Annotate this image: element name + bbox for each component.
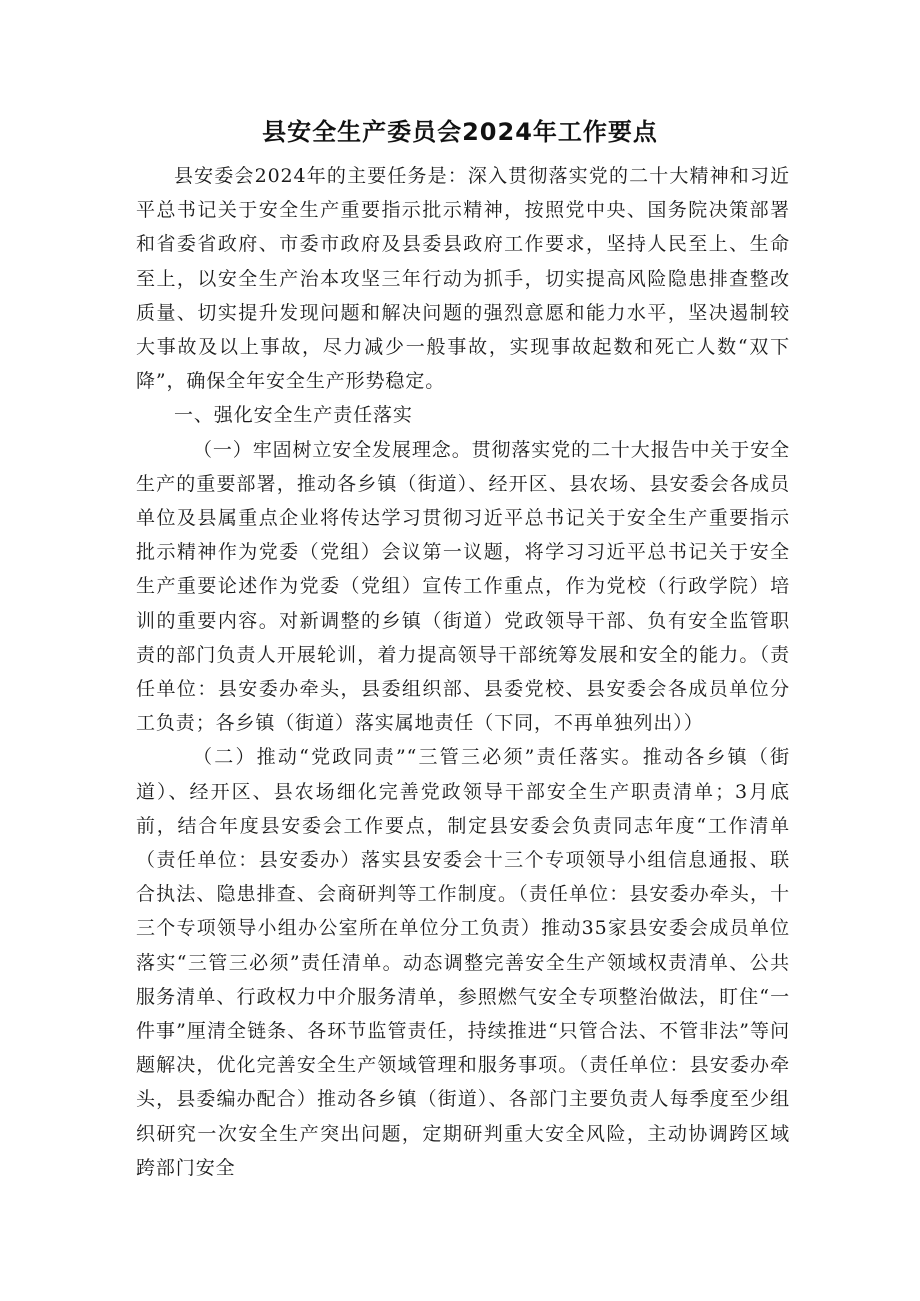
intro-paragraph: 县安委会2024年的主要任务是：深入贯彻落实党的二十大精神和习近平总书记关于安全生产重要指示批示精神，按照党中央、国务院决策部署和省委省政府、市委市政府及县委县政府工作要求，坚持人民至上、生命至上，以安全生产治本攻坚三年行动为抓手，切实提高风险隐患排查整改质量、切实提升发现问题和解决问题的强烈意愿和能力水平，坚决遏制较大事故及以上事故，尽力减少一般事故，实现事故起数和死亡人数“双下降”，确保全年安全生产形势稳定。 xyxy=(136,165,790,393)
document-title: 县安全生产委员会2024年工作要点 xyxy=(262,118,658,146)
document-body xyxy=(136,159,790,1185)
subsection-2-paragraph: （二）推动“党政同责”“三管三必须”责任落实。推动各乡镇（街道）、经开区、县农场细化完善党政领导干部安全生产职责清单；3月底前，结合年度县安委会工作要点，制定县安委会负责同志年度“工作清单（责任单位：县安委办）落实县安委会十三个专项领导小组信息通报、联合执法、隐患排查、会商研判等工作制度。（责任单位：县安委办牵头，十三个专项领导小组办公室所在单位分工负责）推动35家县安委会成员单位落实“三管三必须”责任清单。动态调整完善安全生产领域权责清单、公共服务清单、行政权力中介服务清单，参照燃气安全专项整治做法，盯住“一件事”厘清全链条、各环节监管责任，持续推进“只管合法、不管非法”等问题解决，优化完善安全生产领域管理和服务事项。（责任单位：县安委办牵头，县委编办配合）推动各乡镇（街道）、各部门主要负责人每季度至少组织研究一次安全生产突出问题，定期研判重大安全风险，主动协调跨区域跨部门安全 xyxy=(136,746,790,1179)
subsection-1-paragraph: （一）牢固树立安全发展理念。贯彻落实党的二十大报告中关于安全生产的重要部署，推动各乡镇（街道）、经开区、县农场、县安委会各成员单位及县属重点企业将传达学习贯彻习近平总书记关于安全生产重要指示批示精神作为党委（党组）会议第一议题，将学习习近平总书记关于安全生产重要论述作为党委（党组）宣传工作重点，作为党校（行政学院）培训的重要内容。对新调整的乡镇（街道）党政领导干部、负有安全监管职责的部门负责人开展轮训，着力提高领导干部统筹发展和安全的能力。（责任单位：县安委办牵头，县委组织部、县委党校、县安委会各成员单位分工负责；各乡镇（街道）落实属地责任（下同，不再单独列出）） xyxy=(136,438,791,735)
section-heading-1: 一、强化安全生产责任落实 xyxy=(174,404,413,427)
